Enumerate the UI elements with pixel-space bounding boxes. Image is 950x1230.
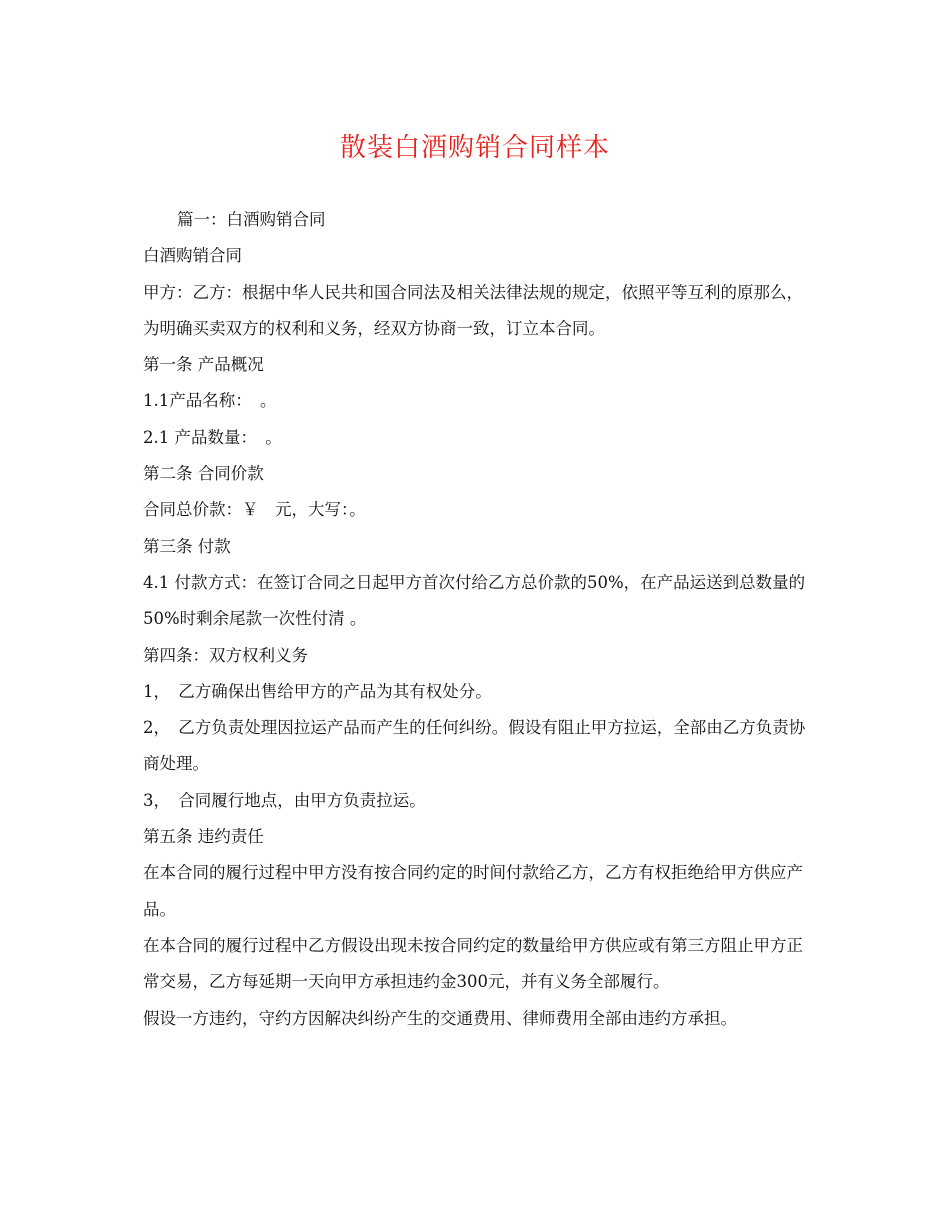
document-title: 散装白酒购销合同样本 [339, 133, 610, 163]
liability-paragraph-3: 假设一方违约，守约方因解决纠纷产生的交通费用、律师费用全部由违约方承担。 [143, 1008, 737, 1028]
liability-paragraph-1: 在本合同的履行过程中甲方没有按合同约定的时间付款给乙方，乙方有权拒绝给甲方供应产品。 [143, 863, 803, 919]
obligation-item-2: 2， 乙方负责处理因拉运产品而产生的任何纠纷。假设有阻止甲方拉运，全部由乙方负责协商处理。 [143, 718, 806, 774]
obligation-item-3: 3， 合同履行地点，由甲方负责拉运。 [143, 790, 426, 810]
clause-payment-method: 4.1 付款方式：在签订合同之日起甲方首次付给乙方总价款的50%，在产品运送到总数量的50%时剩余尾款一次性付清 。 [143, 572, 806, 629]
document-body [143, 202, 813, 1037]
obligation-item-1: 1， 乙方确保出售给甲方的产品为其有权处分。 [143, 681, 492, 701]
section-heading-part-one: 篇一：白酒购销合同 [177, 210, 326, 229]
preamble-paragraph: 甲方：乙方：根据中华人民共和国合同法及相关法律法规的规定，依照平等互利的原那么，为明确买卖双方的权利和义务，经双方协商一致，订立本合同。 [143, 282, 803, 338]
clause-total-price: 合同总价款：￥ 元，大写：。 [143, 500, 366, 520]
article-two-heading: 第二条 合同价款 [143, 464, 264, 484]
liability-paragraph-2: 在本合同的履行过程中乙方假设出现未按合同约定的数量给甲方供应或有第三方阻止甲方正常交易，乙方每延期一天向甲方承担违约金300元，并有义务全部履行。 [143, 935, 803, 992]
article-three-heading: 第三条 付款 [143, 536, 231, 556]
clause-product-name: 1.1产品名称： 。 [143, 391, 277, 411]
clause-product-quantity: 2.1 产品数量： 。 [143, 427, 282, 447]
article-one-heading: 第一条 产品概况 [143, 355, 264, 375]
contract-name: 白酒购销合同 [143, 246, 242, 266]
article-four-heading: 第四条：双方权利义务 [143, 645, 308, 665]
article-five-heading: 第五条 违约责任 [143, 827, 264, 847]
